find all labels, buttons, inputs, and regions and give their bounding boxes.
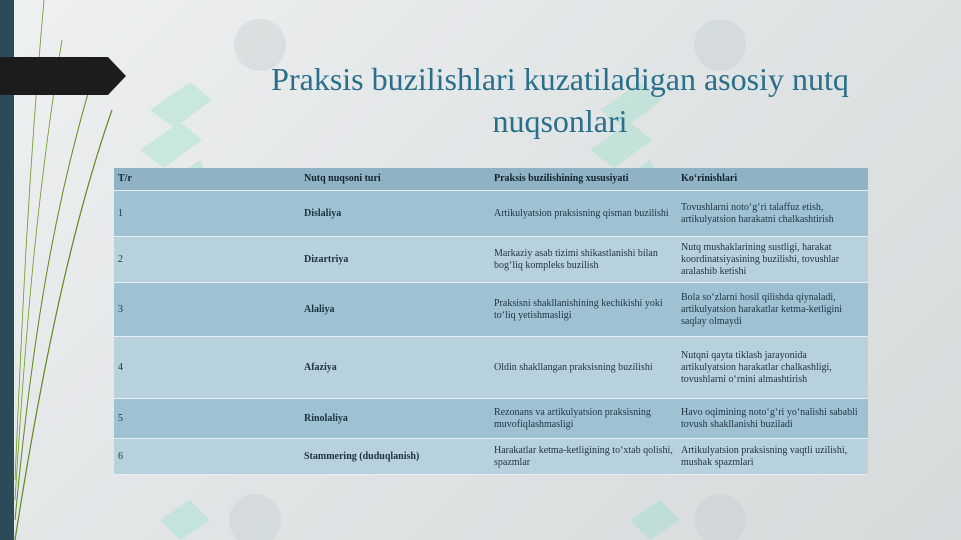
row-number: 2 (114, 237, 300, 283)
disorder-type: Dislaliya (300, 191, 490, 237)
row-number: 5 (114, 399, 300, 439)
disorder-type: Dizartriya (300, 237, 490, 283)
row-number: 3 (114, 283, 300, 337)
header-praxis-feature: Praksis buzilishining xususiyati (490, 168, 677, 191)
praxis-feature: Artikulyatsion praksisning qisman buzilishi (490, 191, 677, 237)
table-row (114, 191, 868, 237)
arrow-tab-shape (0, 57, 126, 95)
manifestations: Bola so‘zlarni hosil qilishda qiynaladi, artikulyatsion harakatlar ketma-ketligini saqlay olmaydi (677, 283, 868, 337)
manifestations: Havo oqimining noto‘g‘ri yo‘nalishi sababli tovush shakllanishi buziladi (677, 399, 868, 439)
slide-title: Praksis buzilishlari kuzatiladigan asosiy nutq nuqsonlari (271, 61, 849, 139)
manifestations: Nutqni qayta tiklash jarayonida artikulyatsion harakatlar chalkashligi, tovushlarni o‘rnini almashtirish (677, 337, 868, 399)
table-header-row (114, 168, 868, 191)
manifestations: Tovushlarni noto‘g‘ri talaffuz etish, artikulyatsion harakatni chalkashtirish (677, 191, 868, 237)
disorder-type: Rinolaliya (300, 399, 490, 439)
table-row (114, 399, 868, 439)
manifestations: Artikulyatsion praksisning vaqtli uzilishi, mushak spazmlari (677, 439, 868, 475)
table-row (114, 439, 868, 475)
table-row (114, 283, 868, 337)
disorder-type: Alaliya (300, 283, 490, 337)
praxis-feature: Rezonans va artikulyatsion praksisning muvofiqlashmasligi (490, 399, 677, 439)
header-manifestations: Ko‘rinishlari (677, 168, 868, 191)
table-row (114, 237, 868, 283)
table-row (114, 337, 868, 399)
row-number: 4 (114, 337, 300, 399)
praxis-feature: Harakatlar ketma-ketligining to‘xtab qolishi, spazmlar (490, 439, 677, 475)
manifestations: Nutq mushaklarining sustligi, harakat koordinatsiyasining buzilishi, tovushlar aralashib ketishi (677, 237, 868, 283)
praxis-feature: Praksisni shakllanishining kechikishi yoki to‘liq yetishmasligi (490, 283, 677, 337)
praxis-feature: Markaziy asab tizimi shikastlanishi bilan bog‘liq kompleks buzilish (490, 237, 677, 283)
disorder-type: Stammering (duduqlanish) (300, 439, 490, 475)
header-disorder-type: Nutq nuqsoni turi (300, 168, 490, 191)
praxis-feature: Oldin shakllangan praksisning buzilishi (490, 337, 677, 399)
disorder-type: Afaziya (300, 337, 490, 399)
row-number: 6 (114, 439, 300, 475)
header-number: T/r (114, 168, 300, 191)
speech-disorders-table (114, 168, 868, 475)
row-number: 1 (114, 191, 300, 237)
